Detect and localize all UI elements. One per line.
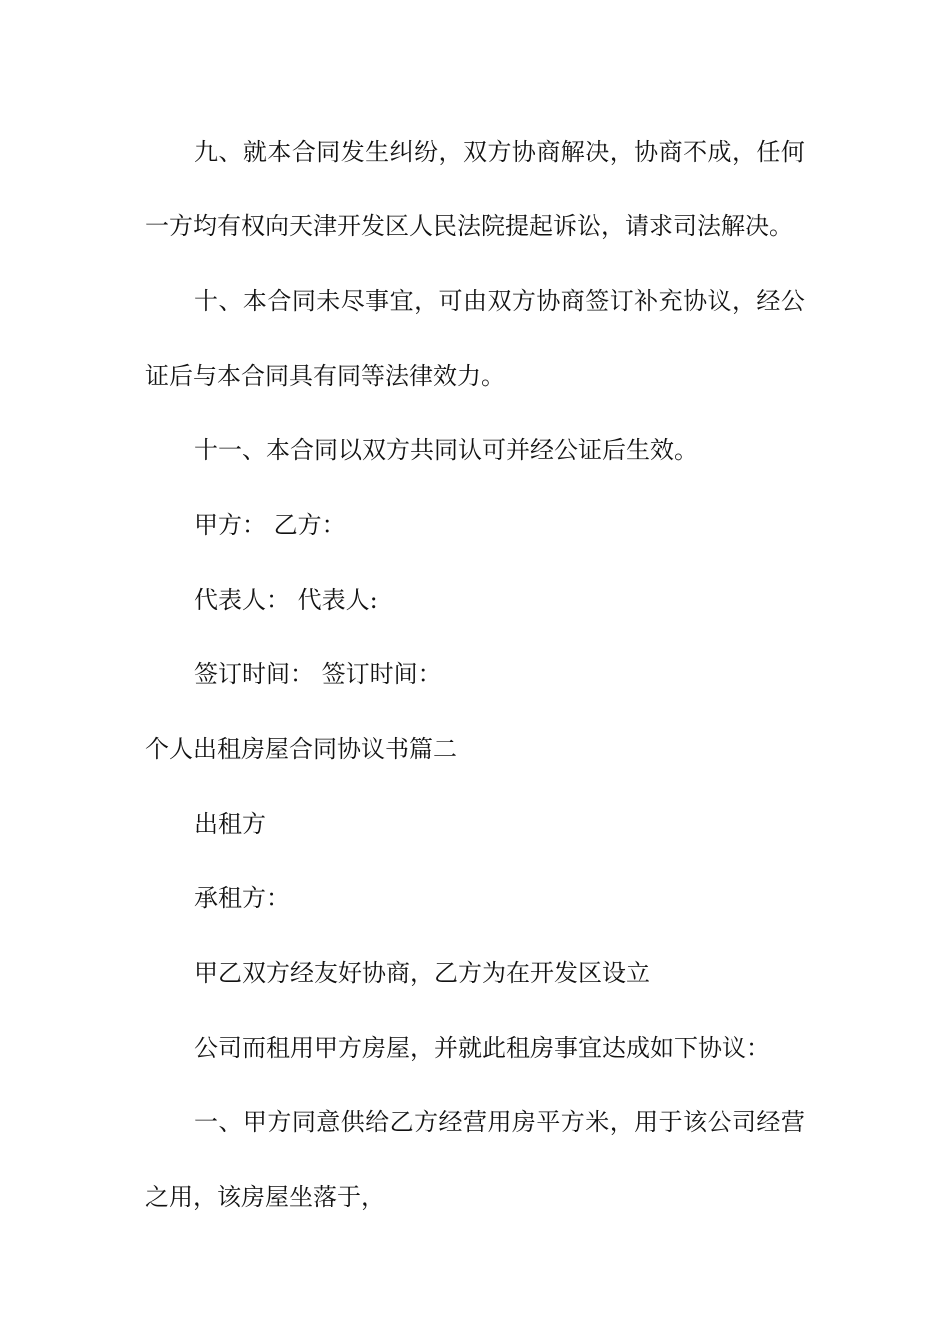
lessor-line: 出租方	[194, 810, 266, 838]
signing-time-line: 签订时间： 签订时间：	[194, 660, 442, 688]
clause-9-line-1: 九 、 就 本 合 同 发 生 纠 纷 ， 双 方 协 商 解 决 ， 协 商 不 成 ， 任 何	[194, 138, 805, 166]
clause-10-line-2: 证后与本合同具有同等法律效力。	[145, 362, 505, 390]
clause-9-line-2: 一方均有权向天津开发区人民法院提起诉讼，请求司法解决。	[145, 212, 793, 240]
clause-11: 十一、本合同以双方共同认可并经公证后生效。	[194, 436, 698, 464]
party-signature-line: 甲方： 乙方：	[194, 511, 346, 539]
section-title: 个人出租房屋合同协议书篇二	[145, 735, 457, 763]
clause-1-line-1: 一 、 甲 方 同 意 供 给 乙 方 经 营 用 房 平 方 米 ， 用 于 该 公 司 经 营	[194, 1108, 805, 1136]
clause-1-line-2: 之用，该房屋坐落于，	[145, 1183, 385, 1211]
clause-10-line-1: 十 、 本 合 同 未 尽 事 宜 ， 可 由 双 方 协 商 签 订 补 充 协 议 ， 经 公	[194, 287, 805, 315]
representative-line: 代表人： 代表人:	[194, 586, 378, 614]
intro-line-2: 公司而租用甲方房屋，并就此租房事宜达成如下协议：	[194, 1034, 770, 1062]
intro-line-1: 甲乙双方经友好协商，乙方为在开发区设立	[194, 959, 650, 987]
lessee-line: 承租方：	[194, 884, 290, 912]
